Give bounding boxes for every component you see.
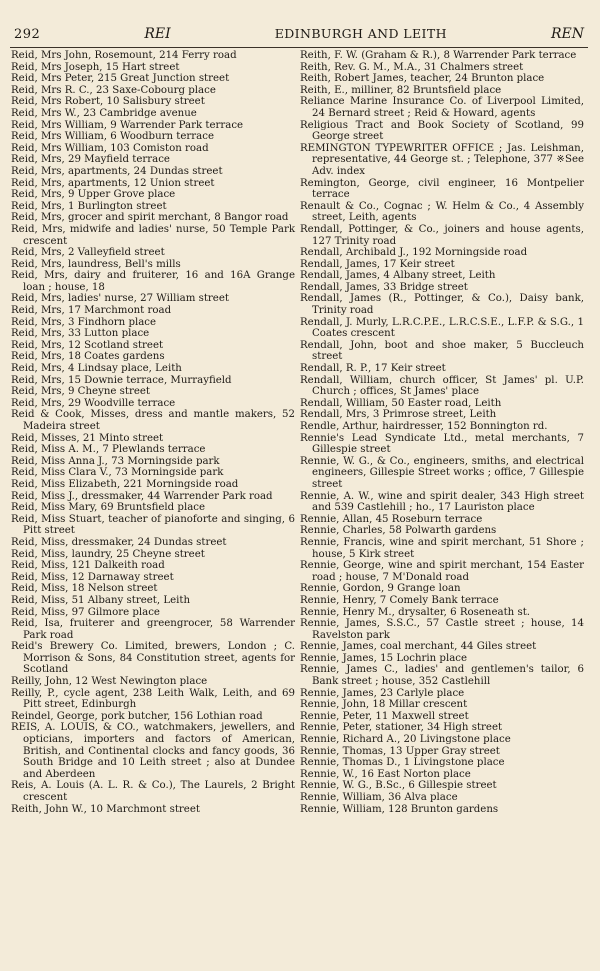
directory-entry: Reid, Mrs Robert, 10 Salisbury street <box>11 96 205 108</box>
directory-entry: REMINGTON TYPEWRITER OFFICE ; Jas. Leishman, representative, 44 George st. ; Telephone, 377 ※See Adv. index <box>300 142 584 177</box>
directory-entry: Reith, John W., 10 Marchmont street <box>11 803 200 815</box>
directory-entry: Rennie, Allan, 45 Roseburn terrace <box>300 513 483 525</box>
directory-entry: Rennie, Francis, wine and spirit merchant, 51 Shore ; house, 5 Kirk street <box>300 536 584 560</box>
directory-entry: Rennie, James, coal merchant, 44 Giles street <box>300 641 537 653</box>
directory-entry: Reid, Miss Mary, 69 Bruntsfield place <box>11 502 206 514</box>
directory-entry: Reid, Mrs Peter, 215 Great Junction street <box>11 73 230 85</box>
directory-entry: Reid, Miss, 51 Albany street, Leith <box>11 594 191 606</box>
directory-entry: Rennie, George, wine and spirit merchant, 154 Easter road ; house, 7 M'Donald road <box>300 560 584 583</box>
directory-entry: Reid, Mrs William, 6 Woodburn terrace <box>11 131 214 143</box>
directory-entry: Reith, Robert James, teacher, 24 Brunton place <box>300 73 545 85</box>
directory-entry: Reid, Miss, laundry, 25 Cheyne street <box>11 548 205 560</box>
page-title: EDINBURGH AND LEITH <box>274 26 447 41</box>
directory-entry: Rennie, Charles, 58 Polwarth gardens <box>300 525 497 537</box>
directory-entry: Rennie, Peter, stationer, 34 High street <box>300 722 503 734</box>
directory-entry: REIS, A. LOUIS, & CO., watchmakers, jewellers, and opticians, importers and factors of American, British, and Continental clocks and fancy goods, 36 South Bridge and 10 Leith street ; also at Dundee and Aberdeen <box>11 722 295 780</box>
directory-entry: Reid, Mrs William, 103 Comiston road <box>11 142 209 154</box>
directory-entry: Rennie, William, 128 Brunton gardens <box>300 803 499 815</box>
directory-entry: Reilly, John, 12 West Newington place <box>11 676 208 688</box>
directory-entry: Rendall, Mrs, 3 Primrose street, Leith <box>300 409 497 421</box>
right-column <box>300 50 584 815</box>
directory-entry: Rennie, James, 23 Carlyle place <box>300 687 465 699</box>
directory-entry: Rennie, John, 18 Millar crescent <box>300 699 468 711</box>
header-rule <box>10 47 588 48</box>
directory-entry: Reid, Miss Stuart, teacher of pianoforte and singing, 6 Pitt street <box>11 513 295 537</box>
directory-entry: Religious Tract and Book Society of Scotland, 99 George street <box>300 119 584 143</box>
directory-entry: Reid, Mrs, dairy and fruiterer, 16 and 16A Grange loan ; house, 18 <box>11 270 295 293</box>
directory-entry: Rendall, J. Murly, L.R.C.P.E., L.R.C.S.E., L.F.P. & S.G., 1 Coates crescent <box>300 316 584 340</box>
directory-entry: Reid, Miss, dressmaker, 24 Dundas street <box>11 536 227 548</box>
directory-entry: Rennie, W. G., B.Sc., 6 Gillespie street <box>300 780 497 792</box>
directory-entry: Rennie, Gordon, 9 Grange loan <box>300 583 461 595</box>
directory-entry: Reid, Mrs, 29 Woodville terrace <box>11 397 176 409</box>
directory-entry: Reid & Cook, Misses, dress and mantle makers, 52 Madeira street <box>11 409 295 432</box>
directory-entry: Reid, Mrs, 33 Lutton place <box>11 328 150 340</box>
directory-entry: Reid, Mrs, 15 Downie terrace, Murrayfield <box>11 374 232 386</box>
directory-entry: Remington, George, civil engineer, 16 Montpelier terrace <box>300 177 584 201</box>
directory-entry: Reindel, George, pork butcher, 156 Lothian road <box>11 710 263 722</box>
directory-entry: Rennie, William, 36 Alva place <box>300 792 458 803</box>
directory-entry: Rennie, Henry M., drysalter, 6 Roseneath st. <box>300 606 531 618</box>
directory-entry: Rendall, Archibald J., 192 Morningside road <box>300 247 528 259</box>
directory-entry: Rendall, Pottinger, & Co., joiners and house agents, 127 Trinity road <box>300 223 584 247</box>
directory-entry: Rendall, William, 50 Easter road, Leith <box>300 397 502 409</box>
directory-entry: Reid, Mrs W., 23 Cambridge avenue <box>11 107 197 119</box>
directory-entry: Reith, Rev. G. M., M.A., 31 Chalmers street <box>300 61 524 73</box>
directory-entry: Rennie, James C., ladies' and gentlemen's tailor, 6 Bank street ; house, 352 Castlehill <box>300 664 584 688</box>
directory-entry: Rennie, Thomas D., 1 Livingstone place <box>300 757 505 769</box>
directory-entry: Reid, Mrs, 2 Valleyfield street <box>11 247 165 259</box>
directory-entry: Reid, Mrs, 3 Findhorn place <box>11 316 157 328</box>
directory-entry: Rennie, A. W., wine and spirit dealer, 343 High street and 539 Castlehill ; ho., 17 Lauriston place <box>300 490 584 514</box>
directory-entry: Rennie, Thomas, 13 Upper Gray street <box>300 745 500 757</box>
directory-entry: Reid, Mrs, 9 Cheyne street <box>11 386 150 398</box>
directory-columns <box>6 50 588 815</box>
directory-entry: Reid, Mrs William, 9 Warrender Park terrace <box>11 119 244 131</box>
directory-entry: Reliance Marine Insurance Co. of Liverpool Limited, 24 Bernard street ; Reid & Howard, agents <box>300 96 584 119</box>
directory-entry: Reid, Miss Elizabeth, 221 Morningside road <box>11 478 239 490</box>
directory-entry: Rendall, William, church officer, St James' pl. U.P. Church ; offices, St James' place <box>300 374 584 398</box>
left-column <box>11 50 295 815</box>
directory-entry: Rennie, Peter, 11 Maxwell street <box>300 710 469 722</box>
directory-entry: Reid, Mrs, 1 Burlington street <box>11 200 167 212</box>
directory-entry: Rennie's Lead Syndicate Ltd., metal merchants, 7 Gillespie street <box>300 432 584 456</box>
directory-entry: Reid, Mrs R. C., 23 Saxe-Cobourg place <box>11 84 216 96</box>
directory-entry: Reid, Mrs, 12 Scotland street <box>11 339 164 351</box>
running-head-left: REI <box>144 26 171 42</box>
directory-entry: Reid, Mrs, 4 Lindsay place, Leith <box>11 363 182 375</box>
directory-entry: Reid, Mrs, apartments, 12 Union street <box>11 177 215 189</box>
directory-entry: Reis, A. Louis (A. L. R. & Co.), The Laurels, 2 Bright crescent <box>11 780 295 803</box>
directory-entry: Rendall, James (R., Pottinger, & Co.), Daisy bank, Trinity road <box>300 293 584 317</box>
directory-entry: Reid, Mrs Joseph, 15 Hart street <box>11 61 180 73</box>
directory-entry: Reid, Mrs, 18 Coates gardens <box>11 351 165 363</box>
directory-entry: Rennie, W., 16 East Norton place <box>300 768 471 780</box>
directory-entry: Reid, Miss, 12 Darnaway street <box>11 571 174 583</box>
directory-entry: Rennie, Richard A., 20 Livingstone place <box>300 734 511 746</box>
directory-entry: Reid, Mrs, laundress, Bell's mills <box>11 258 181 270</box>
directory-entry: Reid, Miss Anna J., 73 Morningside park <box>11 455 220 467</box>
directory-entry: Reid, Miss A. M., 7 Plewlands terrace <box>11 444 206 456</box>
directory-entry: Reid, Mrs, apartments, 24 Dundas street <box>11 165 223 177</box>
page-header <box>6 26 588 43</box>
directory-entry: Rennie, Henry, 7 Comely Bank terrace <box>300 594 499 606</box>
directory-entry: Rendle, Arthur, hairdresser, 152 Bonnington rd. <box>300 421 548 432</box>
directory-entry: Reid, Isa, fruiterer and greengrocer, 58 Warrender Park road <box>11 618 295 641</box>
directory-entry: Reid, Miss, 97 Gilmore place <box>11 606 160 618</box>
directory-entry: Reid, Mrs, 9 Upper Grove place <box>11 189 176 201</box>
directory-entry: Rennie, James, S.S.C., 57 Castle street ; house, 14 Ravelston park <box>300 618 584 641</box>
directory-entry: Reid, Mrs, grocer and spirit merchant, 8 Bangor road <box>11 212 289 224</box>
directory-entry: Reid, Miss, 121 Dalkeith road <box>11 560 165 572</box>
directory-entry: Rendall, James, 17 Keir street <box>300 258 455 270</box>
directory-entry: Rendall, James, 33 Bridge street <box>300 281 468 293</box>
directory-entry: Reith, E., milliner, 82 Bruntsfield place <box>300 84 502 96</box>
directory-entry: Reid, Miss Clara V., 73 Morningside park <box>11 467 224 479</box>
page-number: 292 <box>14 27 41 42</box>
directory-entry: Rennie, W. G., & Co., engineers, smiths, and electrical engineers, Gillespie Street works ; office, 7 Gillespie street <box>300 455 584 490</box>
directory-entry: Renault & Co., Cognac ; W. Helm & Co., 4 Assembly street, Leith, agents <box>300 200 584 224</box>
directory-entry: Rennie, James, 15 Lochrin place <box>300 652 468 664</box>
directory-entry: Rendall, James, 4 Albany street, Leith <box>300 270 496 282</box>
directory-entry: Reid, Mrs, ladies' nurse, 27 William street <box>11 293 229 305</box>
directory-entry: Reid, Miss, 18 Nelson street <box>11 583 158 595</box>
directory-entry: Reid, Mrs, midwife and ladies' nurse, 50 Temple Park crescent <box>11 223 295 247</box>
directory-entry: Reid, Misses, 21 Minto street <box>11 432 164 444</box>
directory-entry: Reid, Mrs, 29 Mayfield terrace <box>11 154 170 166</box>
running-head-right: REN <box>550 26 584 42</box>
directory-entry: Reid, Miss J., dressmaker, 44 Warrender Park road <box>11 490 273 502</box>
directory-entry: Reid, Mrs, 17 Marchmont road <box>11 305 172 317</box>
directory-entry: Reid, Mrs John, Rosemount, 214 Ferry road <box>11 50 237 61</box>
directory-entry: Rendall, R. P., 17 Keir street <box>300 363 446 375</box>
directory-entry: Reith, F. W. (Graham & R.), 8 Warrender Park terrace <box>300 50 577 61</box>
directory-entry: Rendall, John, boot and shoe maker, 5 Buccleuch street <box>300 339 584 363</box>
directory-entry: Reid's Brewery Co. Limited, brewers, London ; C. Morrison & Sons, 84 Constitution street, agents for Scotland <box>11 641 295 676</box>
directory-entry: Reilly, P., cycle agent, 238 Leith Walk, Leith, and 69 Pitt street, Edinburgh <box>11 687 295 711</box>
